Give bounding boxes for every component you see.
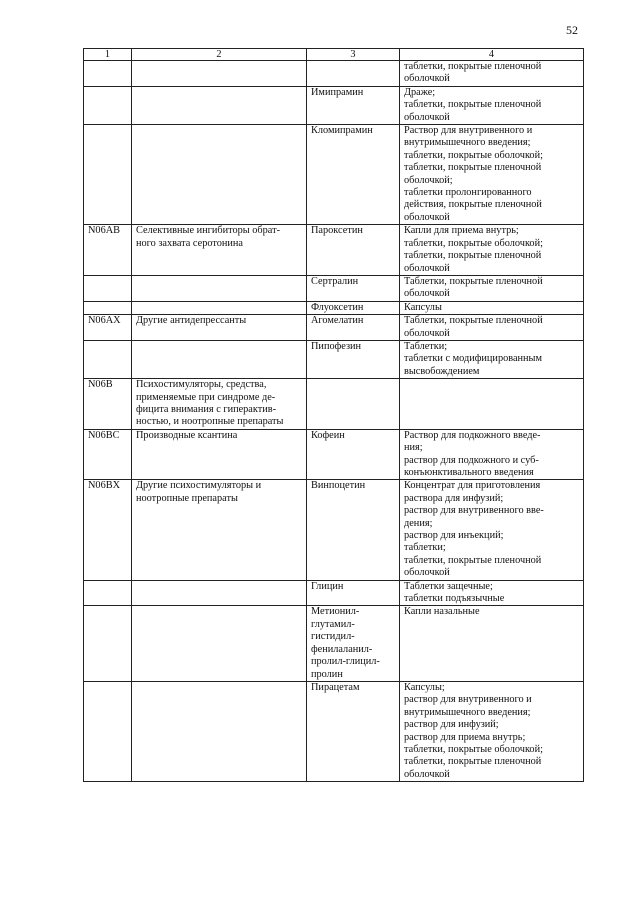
- dosage-forms-cell-text: Капли для приема внутрь; таблетки, покрытые оболочкой; таблетки, покрытые пленочной оболочкой: [404, 225, 543, 274]
- dosage-forms-cell: [400, 86, 584, 124]
- dosage-forms-cell: [400, 429, 584, 480]
- dosage-forms-cell-text: таблетки, покрытые пленочной оболочкой: [404, 61, 542, 85]
- table-body: [84, 61, 584, 782]
- group-name-cell-text: Селективные ингибиторы обрат- ного захвата серотонина: [136, 225, 281, 249]
- group-name-cell: [132, 580, 307, 606]
- atc-code-cell: [84, 275, 132, 301]
- drug-name-cell: [307, 340, 400, 378]
- atc-code-cell: [84, 301, 132, 314]
- dosage-forms-cell: [400, 125, 584, 225]
- group-name-cell-text: Другие антидепрессанты: [136, 315, 247, 327]
- group-name-cell-text: Другие психостимуляторы и ноотропные препараты: [136, 480, 262, 504]
- dosage-forms-cell: [400, 225, 584, 276]
- table-row: [84, 429, 584, 480]
- atc-code-cell: [84, 681, 132, 781]
- atc-code-cell: [84, 606, 132, 681]
- column-header-3: 3: [307, 49, 400, 61]
- drug-name-cell-text: Пипофезин: [311, 340, 362, 352]
- table-row: [84, 61, 584, 87]
- drug-name-cell-text: Кломипрамин: [311, 125, 373, 137]
- dosage-forms-cell: [400, 480, 584, 580]
- drug-table: [83, 48, 584, 782]
- atc-code-cell-text: N06AB: [88, 225, 121, 237]
- atc-code-cell-text: N06AX: [88, 315, 121, 327]
- dosage-forms-cell-text: Таблетки, покрытые пленочной оболочкой: [404, 315, 543, 339]
- dosage-forms-cell: [400, 580, 584, 606]
- atc-code-cell: [84, 86, 132, 124]
- group-name-cell: [132, 315, 307, 341]
- drug-name-cell: [307, 606, 400, 681]
- dosage-forms-cell: [400, 340, 584, 378]
- table-row: [84, 480, 584, 580]
- drug-name-cell: [307, 225, 400, 276]
- dosage-forms-cell: [400, 379, 584, 430]
- drug-name-cell-text: Кофеин: [311, 429, 345, 441]
- drug-name-cell: [307, 125, 400, 225]
- group-name-cell: [132, 275, 307, 301]
- atc-code-cell-text: N06B: [88, 379, 113, 391]
- group-name-cell: [132, 86, 307, 124]
- dosage-forms-cell-text: Раствор для подкожного введе- ния; раствор для подкожного и суб- конъюнктивального введения: [404, 429, 541, 478]
- drug-name-cell: [307, 275, 400, 301]
- dosage-forms-cell-text: Таблетки; таблетки с модифицированным высвобождением: [404, 340, 542, 377]
- atc-code-cell: [84, 61, 132, 87]
- dosage-forms-cell-text: Таблетки, покрытые пленочной оболочкой: [404, 275, 543, 300]
- drug-name-cell-text: Пароксетин: [311, 225, 363, 237]
- drug-name-cell: [307, 315, 400, 341]
- drug-name-cell-text: Винпоцетин: [311, 480, 366, 492]
- table-row: [84, 580, 584, 606]
- dosage-forms-cell-text: Капсулы; раствор для внутривенного и внутримышечного введения; раствор для инфузий; раствор для приема внутрь; таблетки, покрытые оболочкой; таблетки, покрытые пленочной оболочкой: [404, 681, 543, 780]
- table-row: [84, 125, 584, 225]
- column-header-2: 2: [132, 49, 307, 61]
- table-row: [84, 275, 584, 301]
- drug-name-cell: [307, 301, 400, 314]
- group-name-cell: [132, 225, 307, 276]
- group-name-cell: [132, 379, 307, 430]
- dosage-forms-cell-text: Таблетки защечные; таблетки подъязычные: [404, 580, 505, 605]
- table-row: [84, 606, 584, 681]
- table-row: [84, 340, 584, 378]
- column-header-1: 1: [84, 49, 132, 61]
- group-name-cell: [132, 480, 307, 580]
- group-name-cell: [132, 125, 307, 225]
- group-name-cell: [132, 340, 307, 378]
- table-header-row: [84, 49, 584, 61]
- drug-name-cell: [307, 580, 400, 606]
- table-row: [84, 379, 584, 430]
- column-header-4: 4: [400, 49, 584, 61]
- drug-name-cell: [307, 379, 400, 430]
- drug-name-cell-text: Глицин: [311, 580, 344, 592]
- dosage-forms-cell: [400, 301, 584, 314]
- drug-name-cell-text: Имипрамин: [311, 86, 364, 98]
- group-name-cell: [132, 61, 307, 87]
- dosage-forms-cell: [400, 681, 584, 781]
- group-name-cell: [132, 681, 307, 781]
- dosage-forms-cell-text: Капли назальные: [404, 606, 480, 618]
- dosage-forms-cell: [400, 61, 584, 87]
- table-row: [84, 301, 584, 314]
- drug-name-cell-text: Сертралин: [311, 275, 359, 287]
- drug-name-cell-text: Флуоксетин: [311, 301, 364, 313]
- dosage-forms-cell: [400, 315, 584, 341]
- dosage-forms-cell-text: Драже; таблетки, покрытые пленочной оболочкой: [404, 86, 542, 123]
- atc-code-cell: [84, 315, 132, 341]
- drug-name-cell-text: Агомелатин: [311, 315, 364, 327]
- table-row: [84, 225, 584, 276]
- atc-code-cell: [84, 340, 132, 378]
- drug-name-cell: [307, 61, 400, 87]
- group-name-cell: [132, 429, 307, 480]
- dosage-forms-cell-text: Концентрат для приготовления раствора для инфузий; раствор для внутривенного вве- дения; раствор для инъекций; таблетки; таблетки, покрытые пленочной оболочкой: [404, 480, 544, 579]
- group-name-cell: [132, 606, 307, 681]
- group-name-cell: [132, 301, 307, 314]
- atc-code-cell: [84, 225, 132, 276]
- drug-name-cell: [307, 429, 400, 480]
- table-row: [84, 681, 584, 781]
- drug-name-cell: [307, 681, 400, 781]
- drug-name-cell: [307, 86, 400, 124]
- atc-code-cell-text: N06BC: [88, 429, 120, 441]
- dosage-forms-cell: [400, 606, 584, 681]
- atc-code-cell: [84, 429, 132, 480]
- dosage-forms-cell: [400, 275, 584, 301]
- atc-code-cell: [84, 480, 132, 580]
- atc-code-cell-text: N06BX: [88, 480, 121, 492]
- drug-name-cell-text: Метионил- глутамил- гистидил- фенилаланил- пролил-глицил- пролин: [311, 606, 380, 680]
- page-number: 52: [566, 23, 578, 37]
- dosage-forms-cell-text: Раствор для внутривенного и внутримышечного введения; таблетки, покрытые оболочкой; таблетки, покрытые пленочной оболочкой; таблетки пролонгированного действия, покрытые пленочной оболочкой: [404, 125, 543, 223]
- atc-code-cell: [84, 125, 132, 225]
- atc-code-cell: [84, 379, 132, 430]
- drug-name-cell-text: Пирацетам: [311, 681, 360, 693]
- atc-code-cell: [84, 580, 132, 606]
- drug-name-cell: [307, 480, 400, 580]
- table-row: [84, 315, 584, 341]
- table-row: [84, 86, 584, 124]
- dosage-forms-cell-text: Капсулы: [404, 301, 442, 313]
- group-name-cell-text: Производные ксантина: [136, 429, 238, 441]
- group-name-cell-text: Психостимуляторы, средства, применяемые при синдроме де- фицита внимания с гиперактив- ностью, и ноотропные препараты: [136, 379, 284, 428]
